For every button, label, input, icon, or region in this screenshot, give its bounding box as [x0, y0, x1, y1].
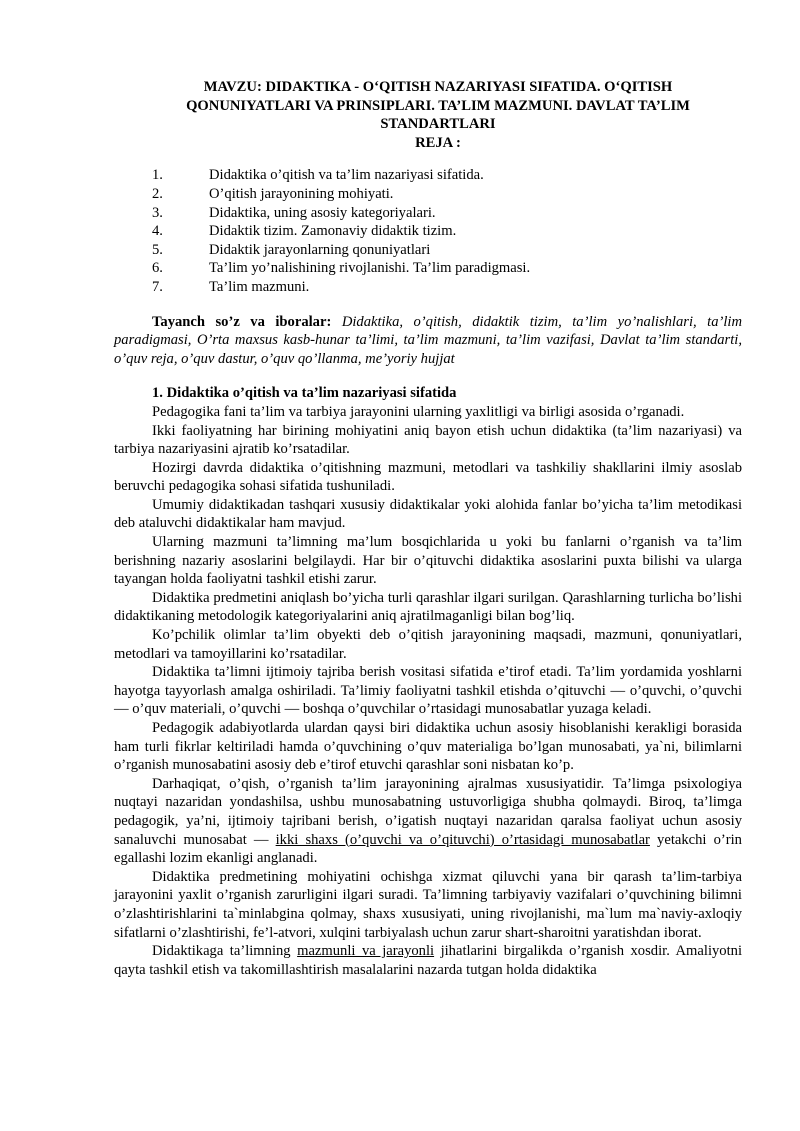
plan-item: [152, 204, 742, 223]
underlined-text: ikki shaxs (o’quvchi va o’qituvchi) o’rtasidagi munosabatlar: [275, 831, 650, 848]
paragraph: Didaktika predmetining mohiyatini ochishga xizmat qiluvchi yana bir qarash ta’lim-tarbiya jarayonini yaxlit o’rganish zarurligini ilgari suradi. Ta’limning tarbiyaviy vazifalari o’quvchining bilimni o’zlashtirishlarini ta`minlabgina qolmay, shaxs xususiyati, uning rivojlanishi, ma`lum ma`naviy-axloqiy sifatlarni o’zlashtirishi, fe’l-atvori, xulqini tarbiyalash uchun zarur shart-sharoitni yaratishdan iborat.: [114, 868, 742, 941]
plan-number: 6.: [152, 260, 163, 277]
plan-text: Ta’lim yo’nalishining rivojlanishi. Ta’lim paradigmasi.: [209, 260, 531, 277]
paragraph: Pedagogika fani ta’lim va tarbiya jarayonini ularning yaxlitligi va birligi asosida o’rganadi.: [152, 403, 685, 420]
plan-item: [152, 222, 742, 241]
paragraph: Umumiy didaktikadan tashqari xususiy didaktikalar yoki alohida fanlar bo’yicha ta’lim metodikasi deb ataluvchi didaktikalar ham mavjud.: [114, 496, 742, 532]
title-line-2: QONUNIYATLARI VA PRINSIPLARI. TA’LIM MAZMUNI. DAVLAT TA’LIM: [186, 97, 690, 114]
plan-text: Didaktik tizim. Zamonaviy didaktik tizim.: [209, 223, 457, 240]
plan-item: [152, 259, 742, 278]
paragraph: Pedagogik adabiyotlarda ulardan qaysi biri didaktika uchun asosiy hisoblanishi kerakligi borasida ham turli fikrlar keltiriladi hamda o’quvchining o’quv materialiga bo’lgan munosabati, ya`ni, bilimlarni o’rganish munosabatini asosiy deb e’tirof etuvchi qarashlar soni nisbatan ko’p.: [114, 720, 742, 774]
paragraph: [114, 775, 742, 868]
plan-text: Didaktika o’qitish va ta’lim nazariyasi sifatida.: [209, 167, 484, 184]
paragraph-text: yetakchi o’rin egallashi lozim ekanligi anglanadi.: [114, 831, 742, 867]
document-page: [114, 78, 742, 979]
paragraph-text: Didaktikaga ta’limning: [152, 943, 298, 960]
paragraph: Didaktika ta’limni ijtimoiy tajriba berish vositasi sifatida e’tirof etadi. Ta’lim yordamida yoshlarni hayotga tayyorlash amalga oshiriladi. Ta’limiy faoliyatni tashkil etishda o’qituvchi — o’quvchi, o’quvchi — o’quv materiali, o’quvchi — boshqa o’quvchilar o’rtasidagi munosabatlar yuzaga keladi.: [114, 664, 742, 718]
plan-text: O’qitish jarayonining mohiyati.: [209, 185, 394, 202]
plan-item: [152, 185, 742, 204]
plan-number: 2.: [152, 185, 163, 202]
paragraph: Hozirgi davrda didaktika o’qitishning mazmuni, metodlari va tashkiliy shakllarini ilmiy asoslab beruvchi pedagogika sohasi sifatida tushuniladi.: [114, 459, 742, 495]
keywords-paragraph: [114, 313, 742, 369]
plan-number: 7.: [152, 278, 163, 295]
plan-number: 5.: [152, 241, 163, 258]
plan-text: Ta’lim mazmuni.: [209, 278, 310, 295]
plan-text: Didaktika, uning asosiy kategoriyalari.: [209, 204, 436, 221]
plan-number: 1.: [152, 167, 163, 184]
keywords-text: Didaktika, o’qitish, didaktik tizim, ta’lim yo’nalishlari, ta’lim paradigmasi, O’rta maxsus kasb-hunar ta’limi, ta’lim mazmuni, ta’lim vazifasi, Davlat ta’lim standarti, o’quv reja, o’quv dastur, o’quv qo’llanma, me’yoriy hujjat: [114, 313, 743, 367]
plan-number: 3.: [152, 204, 163, 221]
plan-item: [152, 278, 742, 297]
title-line-1: MAVZU: DIDAKTIKA - O‘QITISH NAZARIYASI SIFATIDA. O‘QITISH: [203, 79, 673, 95]
plan-item: [152, 241, 742, 260]
plan-number: 4.: [152, 223, 163, 240]
section-heading: 1. Didaktika o’qitish va ta’lim nazariyasi sifatida: [152, 385, 457, 402]
paragraph: Ikki faoliyatning har birining mohiyatini aniq bayon etish uchun didaktika (ta’lim nazariyasi) va tarbiya nazariyasini ajratib ko’rsatadilar.: [114, 422, 742, 458]
title-line-4: REJA :: [415, 134, 461, 151]
underlined-text: mazmunli va jarayonli: [297, 943, 435, 960]
paragraph: [114, 942, 742, 979]
document-title: [134, 78, 742, 152]
paragraph-text: Darhaqiqat, o’qish, o’rganish ta’lim jarayonining ajralmas xususiyatidir. Ta’limga psixologiya nuqtayi nazaridan yondashilsa, ushbu munosabatning ustuvorligiga shubha qolmaydi. Biroq, ta’limga pedagogik, ya’ni, ijtimoiy tajribani berish, o’igatish nuqtayi nazaridan qaralsa faoliyat uchun asosiy sanaluvchi munosabat —: [114, 775, 742, 848]
plan-text: Didaktik jarayonlarning qonuniyatlari: [209, 241, 431, 258]
paragraph: Ularning mazmuni ta’limning ma’lum bosqichlarida u yoki bu fanlarni o’rganish va ta’lim berishning nazariy asoslarini belgilaydi. Har bir o’qituvchi didaktika asoslarini puxta bilishi va ularga tayangan holda faoliyatni tashkil etishi zarur.: [114, 534, 742, 588]
title-line-3: STANDARTLARI: [380, 116, 496, 133]
paragraph: Ko’pchilik olimlar ta’lim obyekti deb o’qitish jarayonining maqsadi, mazmuni, qonuniyatlari, metodlari va tamoyillarini ko’rsatadilar.: [114, 627, 742, 662]
plan-item: [152, 166, 742, 185]
paragraph: Didaktika predmetini aniqlash bo’yicha turli qarashlar ilgari surilgan. Qarashlarning turlicha bo’lishi didaktikaning metodologik kategoriyalarini aniq ajratilmaganligi bilan bog’liq.: [114, 589, 742, 625]
keywords-label: Tayanch so’z va iboralar:: [152, 313, 332, 330]
plan-list: [114, 166, 742, 296]
paragraph-text: jihatlarini birgalikda o’rganish xosdir. Amaliyotni qayta tashkil etish va takomillashtirish masalalarini nazarda tutgan holda didaktika: [114, 943, 742, 978]
